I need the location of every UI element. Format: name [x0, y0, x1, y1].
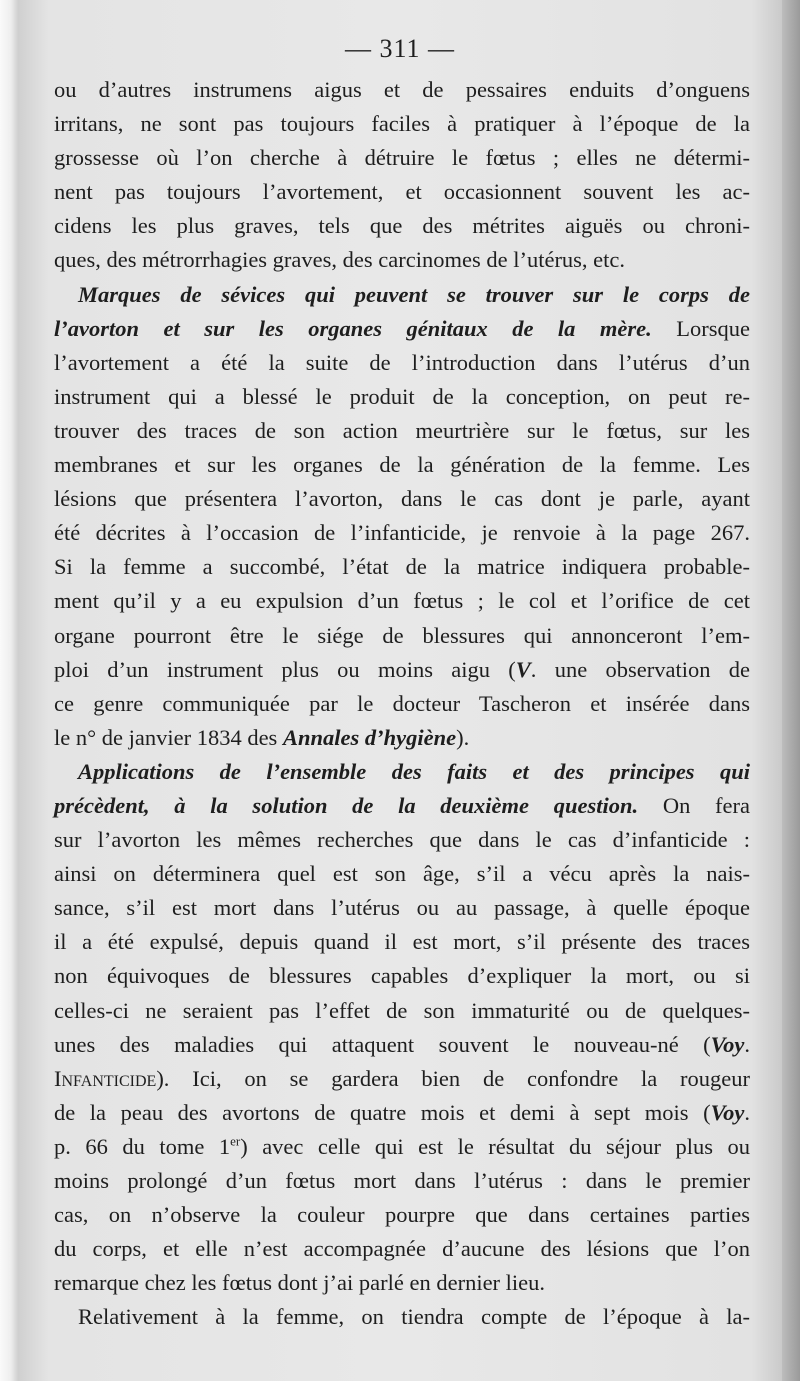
italic-text: Voy [710, 1099, 745, 1125]
line-text: ment qu’il y a eu expulsion d’un fœtus ; le col et l’orifice de cet [54, 588, 750, 614]
text-line [54, 1028, 750, 1062]
text-line [54, 1300, 750, 1334]
line-text: sur l’avorton les mêmes recherches que dans le cas d’infanticide : [54, 827, 750, 853]
line-text: le n° de janvier 1834 des [54, 724, 283, 750]
page-edge-right [782, 0, 800, 1381]
line-text: grossesse où l’on cherche à détruire le fœtus ; elles ne détermi- [54, 145, 750, 171]
line-text: ques, des métrorrhagies graves, des carcinomes de l’utérus, etc. [54, 247, 626, 273]
text-line [54, 448, 750, 482]
text-line [54, 278, 750, 312]
text-line [54, 1266, 750, 1300]
text-line [54, 175, 750, 209]
line-text: celles-ci ne seraient pas l’effet de son immaturité ou de quelques- [54, 997, 750, 1023]
line-text: ) avec celle qui est le résultat du séjour plus ou [240, 1133, 750, 1159]
page-edge-left [0, 0, 18, 1381]
line-text: lésions que présentera l’avorton, dans le cas dont je parle, ayant [54, 486, 750, 512]
small-caps-text: Infanticide [54, 1065, 157, 1091]
text-line [54, 209, 750, 243]
line-text: Si la femme a succombé, l’état de la matrice indiquera probable- [54, 554, 750, 580]
text-line [54, 925, 750, 959]
italic-text: l’avorton et sur les organes génitaux de la mère. [54, 315, 652, 341]
line-text: nent pas toujours l’avortement, et occasionnent souvent les ac- [54, 179, 750, 205]
line-text: non équivoques de blessures capables d’expliquer la mort, ou si [54, 963, 750, 989]
text-line [54, 107, 750, 141]
text-line [54, 550, 750, 584]
line-text: cas, on n’observe la couleur pourpre que dans certaines parties [54, 1202, 750, 1228]
line-text: organe pourront être le siége de blessures qui annonceront l’em- [54, 622, 750, 648]
line-text: de la peau des avortons de quatre mois et demi à sept mois ( [54, 1099, 711, 1125]
line-text: l’avortement a été la suite de l’introduction dans l’utérus d’un [54, 349, 750, 375]
italic-text: Applications de l’ensemble des faits et des principes qui [78, 758, 750, 784]
text-line [54, 857, 750, 891]
italic-text: V [515, 656, 531, 682]
text-line [54, 584, 750, 618]
italic-text: Annales d’hygiène [282, 724, 457, 750]
text-line [54, 653, 750, 687]
italic-text: Voy [710, 1031, 745, 1057]
line-text: 1 [218, 1133, 231, 1159]
line-text: ploi d’un instrument plus ou moins aigu ( [54, 656, 516, 682]
line-text: ou d’autres instrumens aigus et de pessaires enduits d’onguens [54, 77, 750, 102]
text-line [54, 1232, 750, 1266]
line-text: sance, s’il est mort dans l’utérus ou au passage, à quelle époque [54, 895, 750, 921]
line-text: irritans, ne sont pas toujours faciles à pratiquer à l’époque de la [54, 111, 750, 137]
line-text: ). [456, 724, 470, 750]
line-text: . une observation de [530, 656, 750, 682]
line-text: été décrites à l’occasion de l’infanticide, je renvoie à la page 267. [54, 520, 750, 546]
line-text: trouver des traces de son action meurtrière sur le fœtus, sur les [54, 417, 750, 443]
text-line [54, 1164, 750, 1198]
text-line [54, 73, 750, 107]
line-text: moins prolongé d’un fœtus mort dans l’utérus : dans le premier [54, 1168, 750, 1193]
superscript: er [230, 1133, 241, 1149]
text-line [54, 141, 750, 175]
italic-text: Marques de sévices qui peuvent se trouver sur le corps de [78, 281, 750, 307]
text-line [54, 1062, 750, 1096]
text-line [54, 721, 750, 755]
line-text: . [744, 1031, 750, 1057]
text-line [54, 1130, 750, 1164]
line-text: il a été expulsé, depuis quand il est mort, s’il présente des traces [54, 929, 750, 955]
body-text [54, 73, 750, 1334]
text-line [54, 823, 750, 857]
text-line [54, 482, 750, 516]
text-line [54, 243, 750, 277]
text-line [54, 1096, 750, 1130]
text-line [54, 414, 750, 448]
line-text: instrument qui a blessé le produit de la conception, on peut re- [54, 383, 750, 409]
text-line [54, 1198, 750, 1232]
text-line [54, 380, 750, 414]
line-text: ainsi on déterminera quel est son âge, s’il a vécu après la nais- [54, 861, 750, 887]
line-text: membranes et sur les organes de la génération de la femme. Les [54, 452, 750, 478]
line-text: unes des maladies qui attaquent souvent le nouveau-né ( [54, 1031, 711, 1057]
text-line [54, 789, 750, 823]
text-line [54, 516, 750, 550]
text-line [54, 959, 750, 993]
line-text: Lorsque [651, 315, 750, 341]
line-text: ce genre communiquée par le docteur Tascheron et insérée dans [54, 690, 750, 716]
text-line [54, 346, 750, 380]
text-line [54, 755, 750, 789]
italic-text: précèdent, à la solution de la deuxième question. [54, 792, 639, 818]
line-text: du corps, et elle n’est accompagnée d’aucune des lésions que l’on [54, 1236, 750, 1262]
line-text: . [744, 1099, 750, 1125]
text-line [54, 312, 750, 346]
line-text: On fera [638, 792, 750, 818]
text-line [54, 619, 750, 653]
page-number: — 311 — [344, 34, 456, 63]
line-text: cidens les plus graves, tels que des métrites aiguës ou chroni- [54, 213, 750, 239]
line-text: Relativement à la femme, on tiendra compte de l’époque à la- [78, 1304, 750, 1330]
line-text: p. 66 du tome [54, 1133, 219, 1159]
text-line [54, 891, 750, 925]
text-line [54, 687, 750, 721]
text-line [54, 994, 750, 1028]
line-text: remarque chez les fœtus dont j’ai parlé en dernier lieu. [54, 1270, 546, 1296]
line-text: ). Ici, on se gardera bien de confondre la rougeur [156, 1065, 750, 1091]
